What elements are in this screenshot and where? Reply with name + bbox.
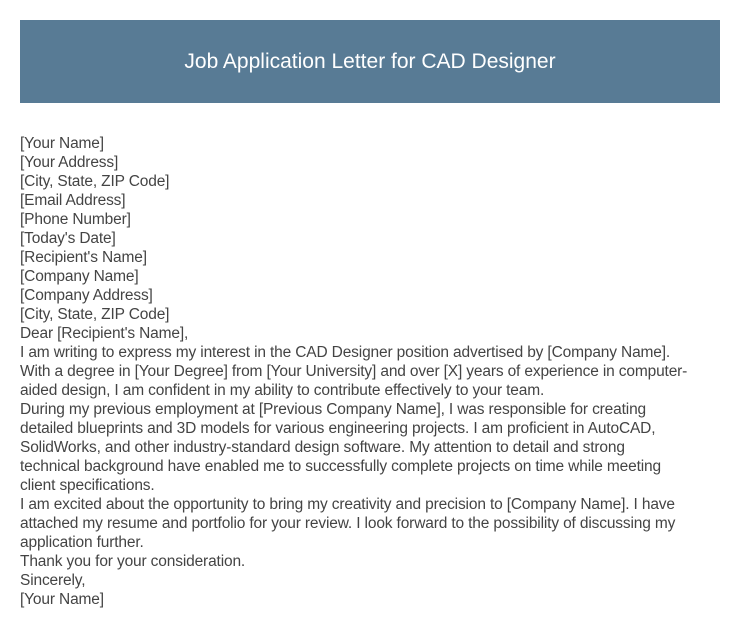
letter-line: I am excited about the opportunity to bring my creativity and precision to [Company Name]. I have xyxy=(20,496,675,513)
page-title: Job Application Letter for CAD Designer xyxy=(184,49,556,73)
letter-line: application further. xyxy=(20,534,144,551)
letter-line: [City, State, ZIP Code] xyxy=(20,306,170,323)
letter-line: attached my resume and portfolio for your review. I look forward to the possibility of discussing my xyxy=(20,515,676,532)
letter-line: I am writing to express my interest in the CAD Designer position advertised by [Company Name]. xyxy=(20,344,671,361)
letter-line: client specifications. xyxy=(20,477,155,494)
letter-line: During my previous employment at [Previous Company Name], I was responsible for creating xyxy=(20,401,647,418)
letter-line: Sincerely, xyxy=(20,572,86,589)
letter-line: SolidWorks, and other industry-standard design software. My attention to detail and strong xyxy=(20,439,625,456)
letter-line: Thank you for your consideration. xyxy=(20,553,246,570)
letter-line: With a degree in [Your Degree] from [Your University] and over [X] years of experience in computer- xyxy=(20,363,688,380)
letter-line: technical background have enabled me to successfully complete projects on time while meeting xyxy=(20,458,661,475)
letter-line: [Email Address] xyxy=(20,192,126,209)
letter-line: aided design, I am confident in my ability to contribute effectively to your team. xyxy=(20,382,545,399)
letter-line: [Company Name] xyxy=(20,268,139,285)
letter-line: [Your Address] xyxy=(20,154,119,171)
letter-line: [Today's Date] xyxy=(20,230,116,247)
letter-line: [Company Address] xyxy=(20,287,153,304)
letter-line: [Your Name] xyxy=(20,591,104,608)
letter-line: [City, State, ZIP Code] xyxy=(20,173,170,190)
letter-body xyxy=(20,134,730,609)
letter-line: [Phone Number] xyxy=(20,211,131,228)
letter-line: Dear [Recipient's Name], xyxy=(20,325,189,342)
letter-line: [Recipient's Name] xyxy=(20,249,147,266)
letter-line: [Your Name] xyxy=(20,135,104,152)
page-header xyxy=(20,20,720,103)
letter-line: detailed blueprints and 3D models for various engineering projects. I am proficient in AutoCAD, xyxy=(20,420,656,437)
